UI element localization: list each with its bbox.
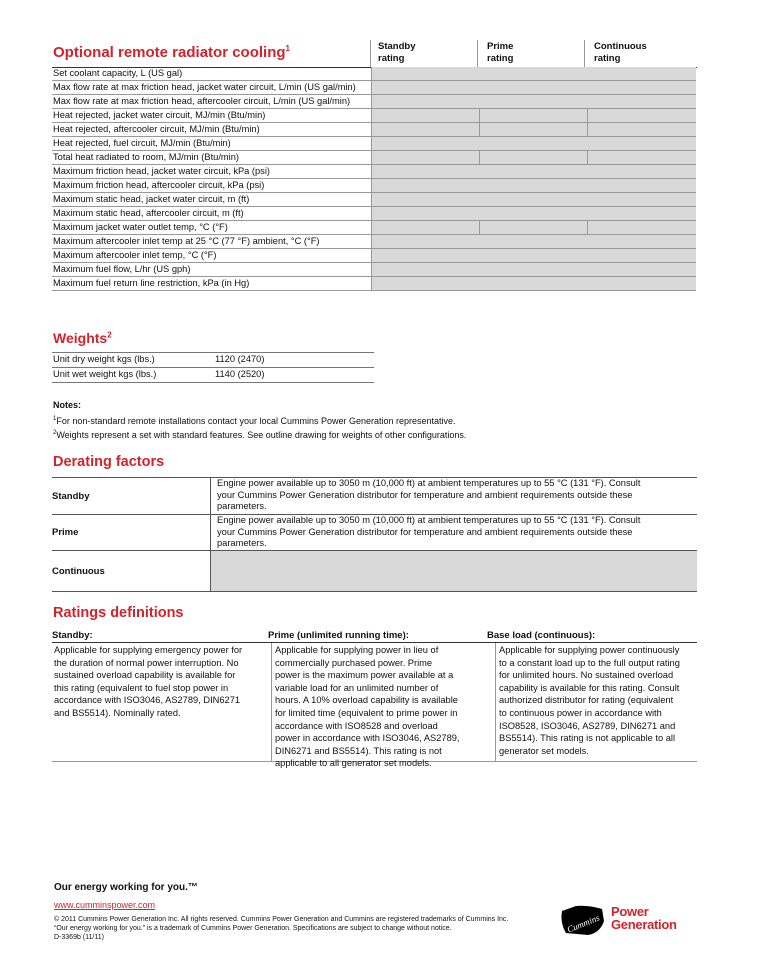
table-row: Maximum static head, jacket water circuit, m (ft) [52,193,696,207]
derating-row-continuous: Continuous [52,550,697,592]
table-row: Maximum friction head, aftercooler circuit, kPa (psi) [52,179,696,193]
table-row: Maximum static head, aftercooler circuit, m (ft) [52,207,696,221]
ratings-header-prime: Prime (unlimited running time): [268,630,409,641]
derating-row-prime: Prime Engine power available up to 3050 m (10,000 ft) at ambient temperatures up to 55 °C (131 °F). Consult your Cummins Power Generation distributor for temperature and ambient requirements outside these parameters. [52,514,697,550]
col-header-standby: Standby rating [378,41,416,64]
table-row: Max flow rate at max friction head, aftercooler circuit, L/min (US gal/min) [52,95,696,109]
derating-title: Derating factors [53,454,165,470]
table-row: Unit dry weight kgs (lbs.) 1120 (2470) [52,353,374,368]
table-row: Heat rejected, jacket water circuit, MJ/min (Btu/min) [52,109,696,123]
table-row: Set coolant capacity, L (US gal) [52,67,696,81]
ratings-text-standby: Applicable for supplying emergency power for the duration of normal power interruption. No sustained overload capability is available for this rating (equivalent to fuel stop power in accordance with ISO3046, AS2789, DIN6271 and BS5514). Nominally rated. [54,645,243,718]
ratings-title: Ratings definitions [53,605,184,621]
table-row: Total heat radiated to room, MJ/min (Btu/min) [52,151,696,165]
table-row: Maximum fuel flow, L/hr (US gph) [52,263,696,277]
table-row: Maximum aftercooler inlet temp, °C (°F) [52,249,696,263]
table-row: Max flow rate at max friction head, jacket water circuit, L/min (US gal/min) [52,81,696,95]
table-row: Maximum fuel return line restriction, kPa (in Hg) [52,277,696,291]
cummins-logo [558,903,608,944]
table-row: Maximum jacket water outlet temp, °C (°F) [52,221,696,235]
footer-url-link[interactable]: www.cumminspower.com [54,900,156,910]
note-1: $^1$For non-standard remote installations contact your local Cummins Power Generation representative. [53,416,456,426]
radiator-title: Optional remote radiator cooling$^1$ [53,44,290,61]
notes-title: Notes: [53,400,82,410]
derating-table [52,477,697,592]
table-row: Maximum friction head, jacket water circuit, kPa (psi) [52,165,696,179]
ratings-table [52,630,697,769]
ratings-text-prime: Applicable for supplying power in lieu of commercially purchased power. Prime power is the maximum power available at a variable load for an unlimited number of hours. A 10% overload capability is available for limited time (equivalent to prime power in accordance with ISO8528 and overload power in accordance with ISO3046, AS2789, DIN6271 and BS5514). This rating is not applicable to all generator set models. [271,643,495,761]
note-2: $^2$Weights represent a set with standard features. See outline drawing for weights of other configurations. [53,430,467,440]
table-row: Maximum aftercooler inlet temp at 25 °C (77 °F) ambient, °C (°F) [52,235,696,249]
table-row: Heat rejected, fuel circuit, MJ/min (Btu/min) [52,137,696,151]
table-row: Unit wet weight kgs (lbs.) 1140 (2520) [52,368,374,383]
weights-title: Weights$^2$ [53,330,112,346]
table-row: Heat rejected, aftercooler circuit, MJ/min (Btu/min) [52,123,696,137]
derating-row-standby: Standby Engine power available up to 3050 m (10,000 ft) at ambient temperatures up to 55 °C (131 °F). Consult your Cummins Power Generation distributor for temperature and ambient requirements outside these parameters. [52,477,697,514]
weights-table [52,352,374,383]
brand-name: Power Generation [611,904,677,932]
ratings-text-base: Applicable for supplying power continuously to a constant load up to the full output rating for unlimited hours. No sustained overload capability is available for this rating. Consult authorized distributor for rating (equivalent to continuous power in accordance with ISO8528, ISO3046, AS2789, DIN6271 and BS5514). This rating is not applicable to all generator set models. [495,643,697,761]
ratings-header-base: Base load (continuous): [487,630,596,641]
ratings-header-standby: Standby: [52,630,93,641]
col-header-prime: Prime rating [487,41,514,64]
footer-tagline: Our energy working for you.™ [54,882,198,893]
footer-copyright: © 2011 Cummins Power Generation Inc. All rights reserved. Cummins Power Generation and Cummins are registered trademarks of Cummins Inc. “Our energy working for you.” is a trademark of Cummins Power Generation. Specifications are subject to change without notice. D-3369b (11/11) [54,916,509,941]
logo-wordmark: Cummins [565,912,601,935]
col-header-continuous: Continuous rating [594,41,647,64]
radiator-table [52,67,696,291]
